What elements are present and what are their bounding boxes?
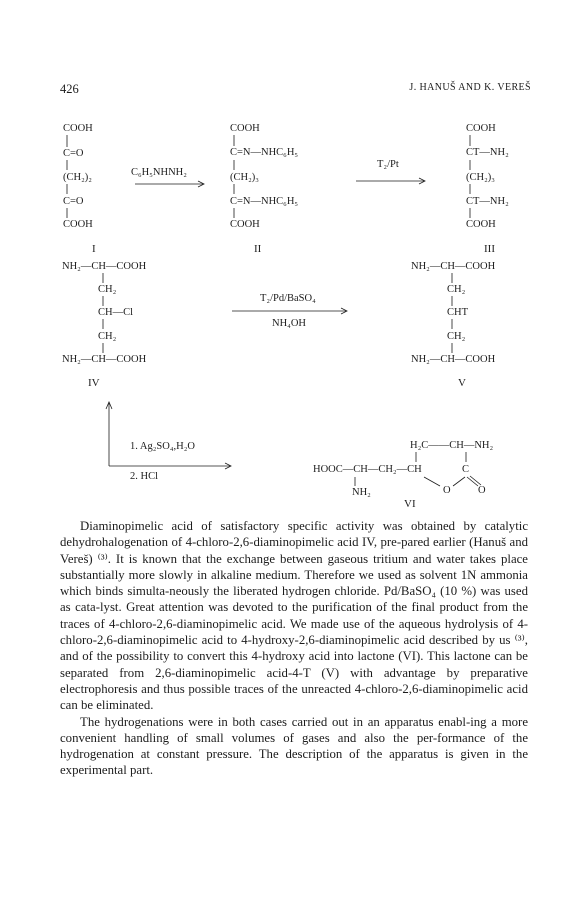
- compound-III-line-5: COOH: [466, 219, 496, 230]
- compound-I-line-4: C=O: [63, 196, 84, 207]
- compound-VI: [313, 440, 493, 510]
- reagent-phenylhydrazine: C₆H₅NHNH₂: [131, 167, 187, 178]
- compound-VI-ring-oxygen: O: [443, 485, 451, 496]
- label-I: I: [92, 243, 96, 255]
- compound-IV-line-5: NH₂—CH—COOH: [62, 354, 147, 365]
- compound-II-line-3: (CH₂)₃: [230, 172, 259, 183]
- label-VI: VI: [404, 498, 416, 510]
- label-V: V: [458, 377, 466, 389]
- compound-III-line-1: COOH: [466, 123, 496, 134]
- compound-IV-line-2: CH₂: [98, 284, 117, 295]
- paragraph-1: Diaminopimelic acid of satisfactory specific activity was obtained by catalytic dehydrohalogenation of 4-chloro-2,6-diaminopimelic acid IV, pre-pared earlier (Hanuš and Vereš) ⁽³⁾. It is known that the exchange between gaseous tritium and water takes place substantially more slowly in alkaline medium. Therefore we used as solvent 1N ammonia which binds simulta-neously the liberated hydrogen chloride. Pd/BaSO₄ (10 %) was used as cata-lyst. Great attention was devoted to the purification of the final product from the traces of 4-chloro-2,6-diaminopimelic acid. We made use of the aqueous hydrolysis of 4-chloro-2,6-diaminopimelic acid to 4-hydroxy-2,6-diaminopimelic acid described by us ⁽³⁾, and of the possibility to convert this 4-hydroxy acid into lactone (VI). This lactone can be separated from 2,6-diaminopimelic acid-4-T (V) with advantage by preparative electrophoresis and thus possible traces of the unreacted 4-chloro-2,6-diaminopimelic acid can be eliminated.: [60, 519, 528, 713]
- compound-IV: [62, 261, 147, 389]
- compound-I-line-3: (CH₂)₂: [63, 172, 92, 183]
- compound-III: [466, 123, 509, 255]
- compound-IV-line-3: CH—Cl: [98, 307, 134, 318]
- compound-II-line-1: COOH: [230, 123, 260, 134]
- body-text: [60, 518, 528, 779]
- compound-I-line-1: COOH: [63, 123, 93, 134]
- reagent-tritium-pd-baso4: T₂/Pd/BaSO₄: [260, 293, 316, 304]
- compound-IV-line-4: CH₂: [98, 331, 117, 342]
- compound-V-line-4: CH₂: [447, 331, 466, 342]
- page-number: 426: [60, 82, 79, 96]
- compound-V-line-2: CH₂: [447, 284, 466, 295]
- compound-II: [230, 123, 298, 255]
- compound-II-line-4: C=N—NHC₆H₅: [230, 196, 299, 207]
- compound-V-line-1: NH₂—CH—COOH: [411, 261, 496, 272]
- paragraph-2: The hydrogenations were in both cases carried out in an apparatus enabl-ing a more convenient handling of small volumes of gases and also the per-formance of the hydrogenation at constant pressure. The description of the apparatus is given in the experimental part.: [60, 714, 528, 778]
- reagent-hcl: 2. HCl: [130, 471, 159, 482]
- compound-V: [411, 261, 496, 389]
- compound-III-line-3: (CH₂)₃: [466, 172, 495, 183]
- compound-II-line-2: C=N—NHC₆H₅: [230, 147, 299, 158]
- compound-IV-line-1: NH₂—CH—COOH: [62, 261, 147, 272]
- compound-VI-carbonyl-oxygen: O: [478, 485, 486, 496]
- reagent-silver-sulfate: 1. Ag₂SO₄,H₂O: [130, 441, 195, 452]
- compound-II-line-5: COOH: [230, 219, 260, 230]
- compound-III-line-2: CT—NH₂: [466, 147, 509, 158]
- label-IV: IV: [88, 377, 100, 389]
- compound-VI-top: H₂C——CH—NH₂: [410, 440, 494, 451]
- compound-I-line-2: C=O: [63, 148, 84, 159]
- running-head-authors: J. HANUŠ AND K. VEREŠ: [409, 82, 531, 93]
- compound-VI-amine: NH₂: [352, 487, 371, 498]
- label-III: III: [484, 243, 495, 255]
- compound-VI-carbonyl-c: C: [462, 464, 470, 475]
- label-II: II: [254, 243, 262, 255]
- compound-I-line-5: COOH: [63, 219, 93, 230]
- compound-III-line-4: CT—NH₂: [466, 196, 509, 207]
- reagent-tritium-platinum: T₂/Pt: [377, 159, 399, 170]
- compound-V-line-3: CHT: [447, 307, 468, 318]
- reagent-ammonium-hydroxide: NH₄OH: [272, 318, 306, 329]
- compound-VI-chain: HOOC—CH—CH₂—CH: [313, 464, 422, 475]
- compound-I: [63, 123, 96, 255]
- compound-V-line-5: NH₂—CH—COOH: [411, 354, 496, 365]
